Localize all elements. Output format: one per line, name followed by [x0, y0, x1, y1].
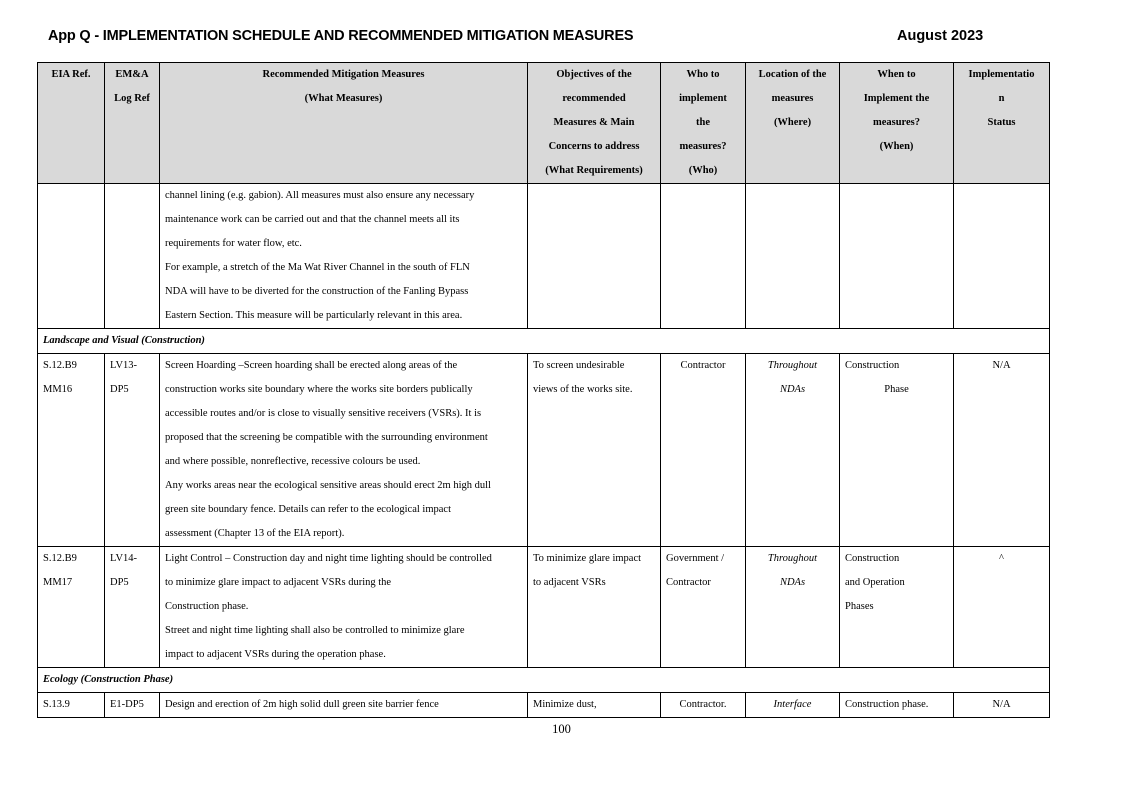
when-cell: Construction phase. — [840, 693, 954, 718]
col-header-log-ref: EM&A Log Ref — [105, 63, 160, 184]
section-heading-row — [38, 329, 1050, 354]
when-cell: Construction Phase — [840, 354, 954, 547]
document-title: App Q - IMPLEMENTATION SCHEDULE AND RECOMMENDED MITIGATION MEASURES — [48, 28, 634, 44]
where-cell: Throughout NDAs — [746, 354, 840, 547]
document-date: August 2023 — [897, 28, 984, 44]
continuation-measures-cell: channel lining (e.g. gabion). All measures must also ensure any necessary maintenance work can be carried out and that the channel meets all its requirements for water flow, etc. For example, a stretch of the Ma Wat River Channel in the south of FLN NDA will have to be diverted for the construction of the Fanling Bypass Eastern Section. This measure will be particularly relevant in this area. — [160, 184, 528, 329]
table-header-row — [38, 63, 1050, 184]
log-ref-cell: LV14- DP5 — [105, 547, 160, 668]
log-ref-cell: E1-DP5 — [105, 693, 160, 718]
when-cell: Construction and Operation Phases — [840, 547, 954, 668]
section-heading-landscape: Landscape and Visual (Construction) — [38, 329, 1050, 354]
col-header-where: Location of the measures (Where) — [746, 63, 840, 184]
eia-ref-cell: S.12.B9 MM16 — [38, 354, 105, 547]
who-cell: Contractor — [661, 354, 746, 547]
status-cell: ^ — [954, 547, 1050, 668]
log-ref-cell: LV13- DP5 — [105, 354, 160, 547]
col-header-objectives: Objectives of the recommended Measures & Main Concerns to address (What Requirements) — [528, 63, 661, 184]
where-cell: Interface — [746, 693, 840, 718]
measures-cell: Design and erection of 2m high solid dull green site barrier fence — [160, 693, 528, 718]
table-row — [38, 354, 1050, 547]
table-row — [38, 547, 1050, 668]
mitigation-schedule-table — [37, 62, 1050, 718]
status-cell: N/A — [954, 693, 1050, 718]
objectives-cell: Minimize dust, — [528, 693, 661, 718]
objectives-cell: To screen undesirable views of the works site. — [528, 354, 661, 547]
col-header-who: Who to implement the measures? (Who) — [661, 63, 746, 184]
objectives-cell: To minimize glare impact to adjacent VSRs — [528, 547, 661, 668]
col-header-eia-ref: EIA Ref. — [38, 63, 105, 184]
where-cell: Throughout NDAs — [746, 547, 840, 668]
col-header-measures: Recommended Mitigation Measures (What Measures) — [160, 63, 528, 184]
table-row — [38, 693, 1050, 718]
col-header-status: Implementatio n Status — [954, 63, 1050, 184]
page-number: 100 — [552, 722, 571, 736]
who-cell: Contractor. — [661, 693, 746, 718]
status-cell: N/A — [954, 354, 1050, 547]
eia-ref-cell: S.13.9 — [38, 693, 105, 718]
measures-cell: Screen Hoarding –Screen hoarding shall be erected along areas of the construction works site boundary where the works site borders publically accessible routes and/or is close to visually sensitive receivers (VSRs). It is proposed that the screening be compatible with the surrounding environment and where possible, nonreflective, recessive colours be used. Any works areas near the ecological sensitive areas should erect 2m high dull green site boundary fence. Details can refer to the ecological impact assessment (Chapter 13 of the EIA report). — [160, 354, 528, 547]
eia-ref-cell: S.12.B9 MM17 — [38, 547, 105, 668]
col-header-when: When to Implement the measures? (When) — [840, 63, 954, 184]
table-row-continuation — [38, 184, 1050, 329]
section-heading-row — [38, 668, 1050, 693]
who-cell: Government / Contractor — [661, 547, 746, 668]
section-heading-ecology: Ecology (Construction Phase) — [38, 668, 1050, 693]
measures-cell: Light Control – Construction day and night time lighting should be controlled to minimize glare impact to adjacent VSRs during the Construction phase. Street and night time lighting shall also be controlled to minimize glare impact to adjacent VSRs during the operation phase. — [160, 547, 528, 668]
